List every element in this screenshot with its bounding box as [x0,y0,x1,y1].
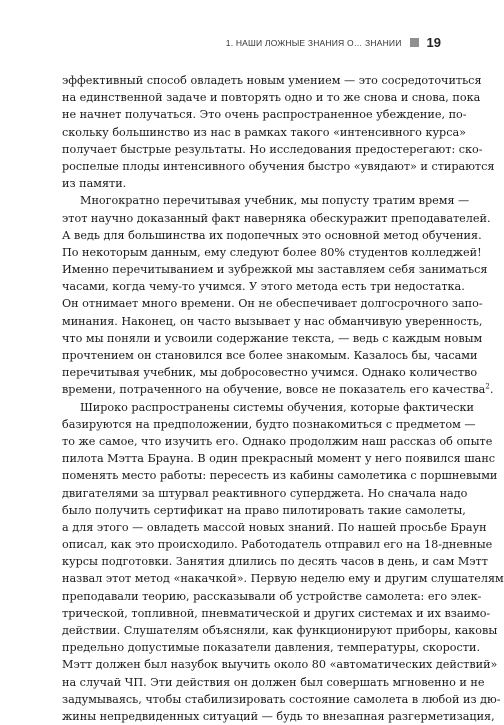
text-line: трической, топливной, пневматической и других системах и их взаимо- [62,606,491,620]
text-line: получает быстрые результаты. Но исследования предостерегают: ско- [62,142,483,156]
page-number: 19 [426,35,441,50]
text-line: действии. Слушателям объясняли, как функционируют приборы, каковы [62,624,498,637]
text-line: пилота Мэтта Брауна. В один прекрасный момент у него появился шанс [62,452,496,466]
text-line: роспелые плоды интенсивного обучения быстро «увядают» и стираются [62,159,495,173]
text-line: двигателями за штурвал реактивного суперджета. Но сначала надо [62,486,468,500]
text-line: часами, когда чему-то учимся. У этого метода есть три недостатка. [62,280,465,294]
text-line: скольку большинство из нас в рамках такого «интенсивного курса» [62,125,466,139]
text-line: а для этого — овладеть массой новых знаний. По нашей просьбе Браун [62,520,487,534]
text-line: что мы поняли и усвоили содержание текста, — ведь с каждым новым [62,331,483,345]
paragraph [62,192,494,398]
text-line: назвал этот метод «накачкой». Первую неделю ему и другим слушателям [62,572,504,586]
text-line: курсы подготовки. Занятия длились по десять часов в день, и сам Мэтт [62,555,488,569]
text-line: времени, потраченного на обучение, вовсе не показатель его качества$^2$. [62,382,494,397]
paragraph [62,399,504,725]
text-line: прочтением он становился все более знакомым. Казалось бы, часами [62,349,478,362]
text-line: не начнет получаться. Это очень распространенное убеждение, по- [62,108,467,122]
sentence-end: . [489,383,494,397]
text-line: описал, как это происходило. Работодатель отправил его на 18-дневные [62,538,493,552]
text-line: предельно допустимые показатели давления, температуры, скорости. [62,641,481,655]
text-line: на случай ЧП. Эти действия он должен был совершать мгновенно и не [62,675,485,689]
text-line: жины непредвиденных ситуаций — будь то внезапная разгерметизация, [62,709,495,723]
text-line: По некоторым данным, ему следуют более 80% студентов колледжей! [62,245,482,259]
text-line: Он отнимает много времени. Он не обеспечивает долгосрочного запо- [62,297,483,311]
text-line: эффективный способ овладеть новым умением — это сосредоточиться [62,74,482,87]
header-square-marker [410,38,419,47]
text-line: преподавали теорию, рассказывали об устройстве самолета: его элек- [62,589,482,603]
paragraph [62,72,495,192]
text-line: перечитывая учебник, мы добросовестно учимся. Однако количество [62,366,478,380]
text-line: задумываясь, чтобы стабилизировать состояние самолета в любой из дю- [62,692,501,706]
text-line: минания. Наконец, он часто вызывает у нас обманчивую уверенность, [62,314,483,328]
text-line: А ведь для большинства их подопечных это основной метод обучения. [62,228,482,242]
text-line: поменять место работы: пересесть из кабины самолетика с поршневыми [62,469,498,483]
text-line: на единственной задаче и повторять одно и то же снова и снова, пока [62,91,481,105]
text-line: то же самое, что изучить его. Однако продолжим наш рассказ об опыте [62,434,493,448]
page-header [226,35,441,50]
running-head: 1. НАШИ ЛОЖНЫЕ ЗНАНИЯ О… ЗНАНИИ [225,37,402,48]
text-line: Именно перечитыванием и зубрежкой мы заставляем себя заниматься [62,263,488,277]
text-line: Мэтт должен был назубок выучить около 80 «автоматических действий» [62,658,498,672]
footnote-marker: 2 [485,382,490,391]
text-line: этот научно доказанный факт наверняка обескуражит преподавателей. [62,211,491,225]
text-line: базируются на предположении, будто познакомиться с предметом — [62,417,476,431]
text-line: было получить сертификат на право пилотировать такие самолеты, [62,503,466,517]
text-line: Широко распространены системы обучения, которые фактически [80,400,474,414]
text-line: Многократно перечитывая учебник, мы попусту тратим время — [80,194,470,208]
text-line: из памяти. [62,177,127,191]
body-text [62,72,504,725]
